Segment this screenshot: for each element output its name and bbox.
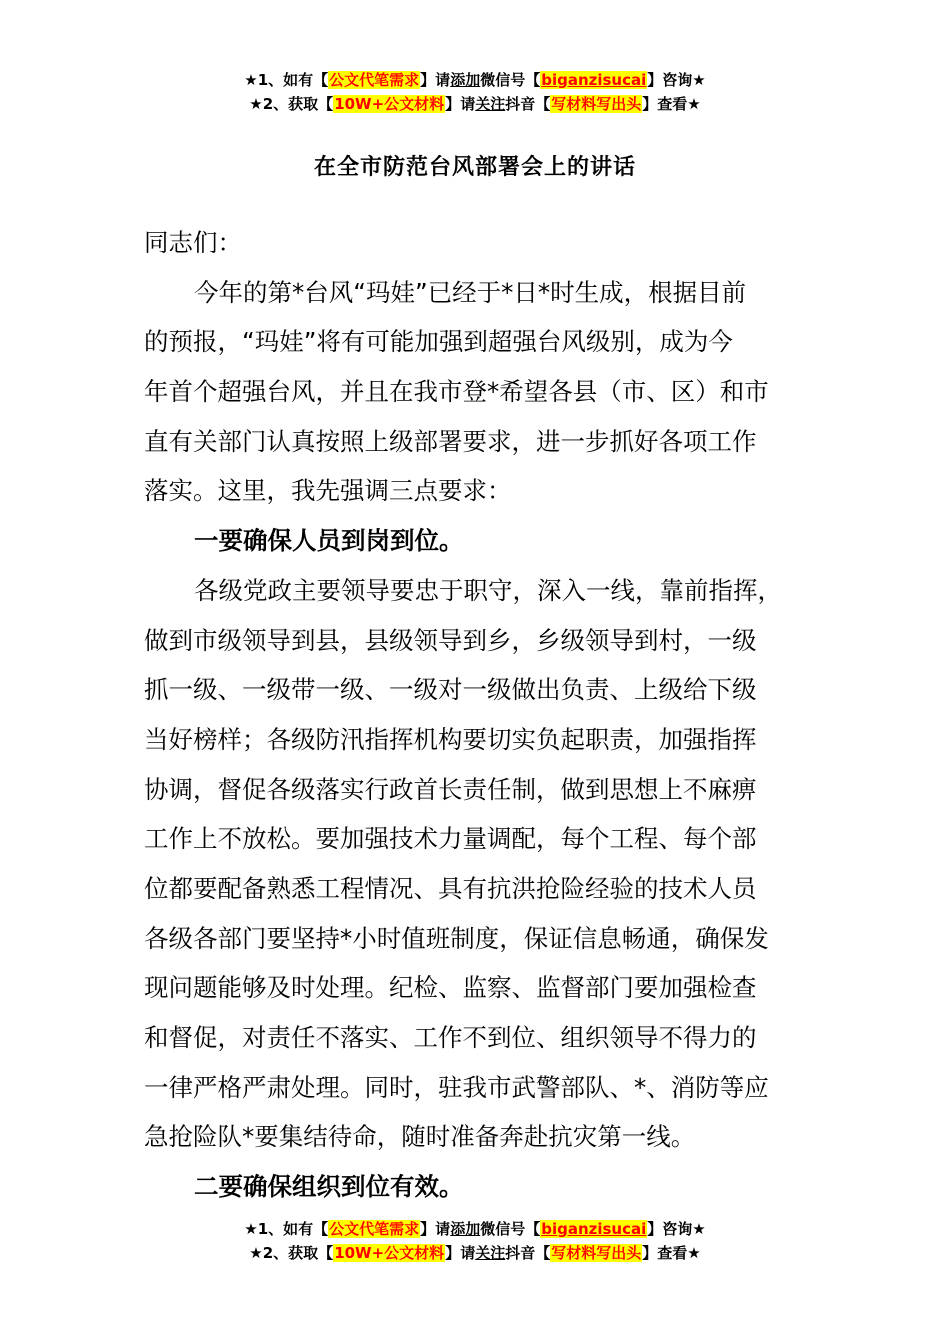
paragraph-line: 的预报，“玛娃”将有可能加强到超强台风级别，成为今: [144, 327, 733, 357]
banner-text: 】请: [445, 95, 476, 113]
paragraph-line: 各级各部门要坚持*小时值班制度，保证信息畅通，确保发: [144, 923, 769, 953]
paragraph-line: 工作上不放松。要加强技术力量调配，每个工程、每个部: [144, 824, 757, 854]
banner-text: 抖音【: [505, 1244, 551, 1262]
banner-text: 】查看★: [642, 95, 701, 113]
banner-line-1: [0, 68, 950, 92]
document-title: 在全市防范台风部署会上的讲话: [313, 155, 636, 180]
salutation: 同志们：: [144, 228, 242, 257]
section-heading-2: 二要确保组织到位有效。: [194, 1172, 464, 1202]
banner-text: 微信号【: [480, 71, 541, 89]
wechat-id-link[interactable]: biganzisucai: [541, 1220, 647, 1238]
banner-underlined-word: 关注: [475, 95, 506, 113]
banner-text: 微信号【: [480, 1220, 541, 1238]
highlight-materials: 10W+公文材料: [334, 1244, 445, 1262]
paragraph-line: 年首个超强台风，并且在我市登*希望各县（市、区）和市: [144, 377, 769, 407]
footer-banner: [0, 1217, 950, 1265]
banner-line-2: [0, 92, 950, 116]
header-banner: [0, 68, 950, 116]
banner-text: ★1、如有【: [244, 71, 329, 89]
paragraph-line: 做到市级领导到县，县级领导到乡，乡级领导到村，一级: [144, 625, 757, 655]
banner-underlined-word: 添加: [450, 71, 481, 89]
banner-text: 】请: [420, 71, 451, 89]
banner-underlined-word: 关注: [475, 1244, 506, 1262]
wechat-id-link[interactable]: biganzisucai: [541, 71, 647, 89]
paragraph-line: 当好榜样；各级防汛指挥机构要切实负起职责，加强指挥: [144, 724, 757, 754]
section-heading-1: 一要确保人员到岗到位。: [194, 526, 464, 556]
banner-text: ★1、如有【: [244, 1220, 329, 1238]
paragraph-line: 直有关部门认真按照上级部署要求，进一步抓好各项工作: [144, 426, 757, 456]
banner-text: 】咨询★: [647, 71, 706, 89]
paragraph-line: 协调，督促各级落实行政首长责任制，做到思想上不麻痹: [144, 774, 757, 804]
banner-underlined-word: 添加: [450, 1220, 481, 1238]
paragraph-line: 抓一级、一级带一级、一级对一级做出负责、上级给下级: [144, 675, 757, 705]
highlight-service: 公文代笔需求: [329, 71, 420, 89]
banner-text: 】请: [445, 1244, 476, 1262]
banner-text: 】咨询★: [647, 1220, 706, 1238]
document-body: [144, 218, 834, 1212]
paragraph-line: 急抢险队*要集结待命，随时准备奔赴抗灾第一线。: [144, 1122, 696, 1152]
highlight-service: 公文代笔需求: [329, 1220, 420, 1238]
banner-text: 】请: [420, 1220, 451, 1238]
paragraph-line: 今年的第*台风“玛娃”已经于*日*时生成，根据目前: [194, 277, 747, 307]
paragraph-line: 落实。这里，我先强调三点要求：: [144, 476, 512, 506]
banner-text: 】查看★: [642, 1244, 701, 1262]
douyin-account: 写材料写出头: [551, 95, 642, 113]
paragraph-line: 现问题能够及时处理。纪检、监察、监督部门要加强检查: [144, 973, 757, 1003]
paragraph-line: 一律严格严肃处理。同时，驻我市武警部队、*、消防等应: [144, 1072, 769, 1102]
paragraph-line: 和督促，对责任不落实、工作不到位、组织领导不得力的: [144, 1023, 757, 1052]
banner-line-2: [0, 1241, 950, 1265]
highlight-materials: 10W+公文材料: [334, 95, 445, 113]
banner-text: 抖音【: [505, 95, 551, 113]
banner-line-1: [0, 1217, 950, 1241]
paragraph-line: 各级党政主要领导要忠于职守，深入一线，靠前指挥，: [194, 575, 782, 605]
banner-text: ★2、获取【: [249, 95, 334, 113]
paragraph-line: 位都要配备熟悉工程情况、具有抗洪抢险经验的技术人员: [144, 873, 757, 903]
banner-text: ★2、获取【: [249, 1244, 334, 1262]
douyin-account: 写材料写出头: [551, 1244, 642, 1262]
